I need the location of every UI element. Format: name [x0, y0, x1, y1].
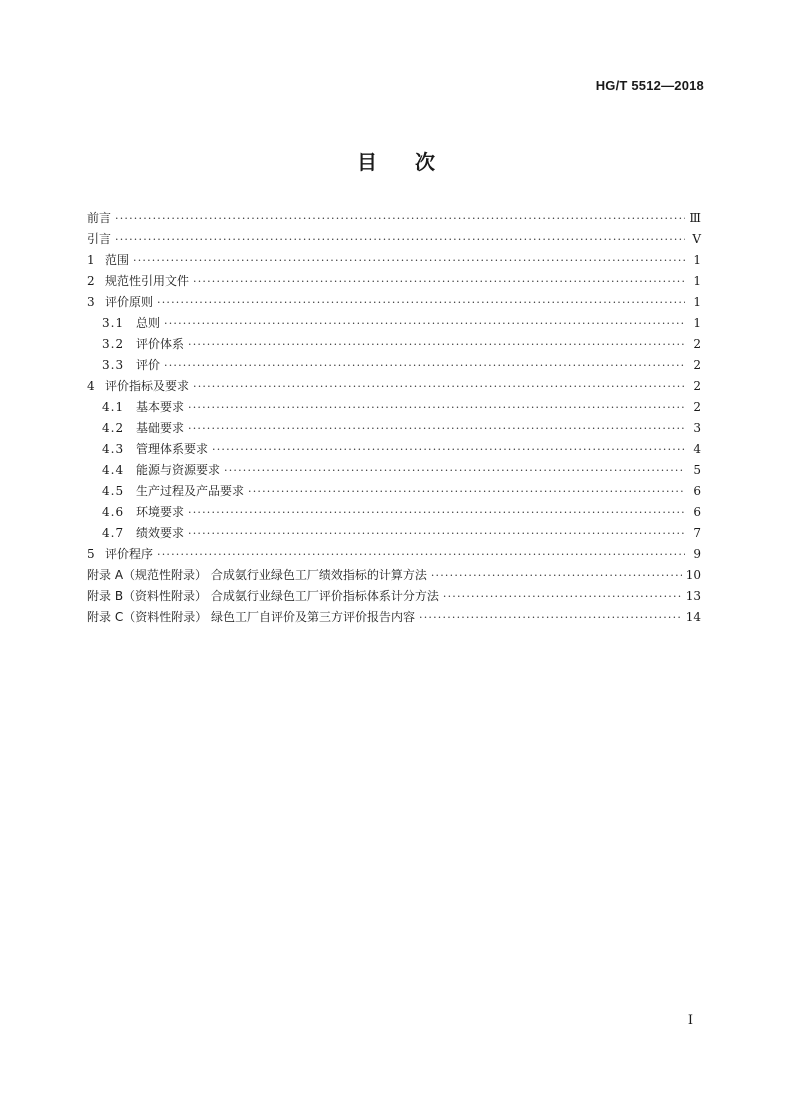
toc-entry-label: 能源与资源要求	[136, 463, 221, 477]
toc-entry-page: 2	[693, 400, 701, 414]
toc-entry-4-4[interactable]	[87, 460, 701, 481]
toc-entry-label: 总则	[136, 316, 161, 330]
toc-entry-label: 评价体系	[136, 337, 185, 351]
toc-entry-label: 附录 C（资料性附录） 绿色工厂自评价及第三方评价报告内容	[87, 610, 416, 624]
toc-entry-label: 环境要求	[136, 505, 185, 519]
toc-entry-number: 4.3	[102, 442, 125, 456]
toc-entry-number: 4.5	[102, 484, 125, 498]
toc-leader-dots	[188, 523, 685, 544]
toc-entry-appendix-c[interactable]	[87, 607, 701, 628]
toc-leader-dots	[193, 271, 685, 292]
toc-entry-label: 绩效要求	[136, 526, 185, 540]
toc-entry-page: 10	[685, 568, 701, 582]
toc-entry-label: 前言	[87, 211, 112, 225]
toc-entry-label: 附录 A（规范性附录） 合成氨行业绿色工厂绩效指标的计算方法	[87, 568, 427, 582]
toc-entry-5[interactable]	[87, 544, 701, 565]
toc-leader-dots	[224, 460, 685, 481]
toc-entry-number: 5	[87, 547, 95, 561]
toc-entry-number: 3.3	[102, 358, 125, 372]
toc-entry-number: 3.1	[102, 316, 125, 330]
toc-leader-dots	[188, 502, 685, 523]
toc-entry-number: 4.7	[102, 526, 125, 540]
toc-leader-dots	[157, 544, 685, 565]
toc-leader-dots	[164, 313, 685, 334]
toc-entry-3-1[interactable]	[87, 313, 701, 334]
toc-entry-number: 4.4	[102, 463, 125, 477]
toc-entry-page: 1	[693, 316, 701, 330]
toc-entry-page: 13	[685, 589, 701, 603]
toc-entry-page: Ⅲ	[689, 211, 701, 225]
toc-leader-dots	[248, 481, 685, 502]
toc-entry-page: 2	[693, 337, 701, 351]
toc-entry-4-1[interactable]	[87, 397, 701, 418]
toc-entry-page: 1	[693, 274, 701, 288]
toc-leader-dots	[431, 565, 682, 586]
toc-entry-page: 4	[693, 442, 701, 456]
toc-entry-label: 范围	[105, 253, 130, 267]
toc-entry-page: 6	[693, 484, 701, 498]
toc-entry-page: 1	[693, 295, 701, 309]
toc-entry-4[interactable]	[87, 376, 701, 397]
toc-entry-label: 引言	[87, 232, 112, 246]
toc-leader-dots	[115, 229, 685, 250]
toc-entry-4-6[interactable]	[87, 502, 701, 523]
toc-entry-foreword[interactable]	[87, 208, 701, 229]
toc-entry-label: 生产过程及产品要求	[136, 484, 245, 498]
toc-entry-2[interactable]	[87, 271, 701, 292]
toc-entry-label: 基础要求	[136, 421, 185, 435]
toc-leader-dots	[164, 355, 685, 376]
toc-leader-dots	[419, 607, 682, 628]
toc-leader-dots	[115, 208, 685, 229]
toc-entry-page: 2	[693, 379, 701, 393]
toc-entry-page: 5	[693, 463, 701, 477]
toc-entry-label: 评价指标及要求	[105, 379, 190, 393]
toc-leader-dots	[443, 586, 682, 607]
toc-leader-dots	[133, 250, 685, 271]
toc-entry-page: 3	[693, 421, 701, 435]
toc-entry-4-2[interactable]	[87, 418, 701, 439]
toc-entry-label: 规范性引用文件	[105, 274, 190, 288]
toc-leader-dots	[188, 334, 685, 355]
toc-entry-3-3[interactable]	[87, 355, 701, 376]
toc-entry-label: 基本要求	[136, 400, 185, 414]
toc-entry-page: Ⅴ	[692, 232, 701, 246]
toc-entry-number: 4.1	[102, 400, 125, 414]
toc-entry-3[interactable]	[87, 292, 701, 313]
toc-entry-number: 4.6	[102, 505, 125, 519]
standard-code: HG/T 5512—2018	[595, 78, 704, 93]
toc-entry-page: 2	[693, 358, 701, 372]
toc-entry-page: 14	[685, 610, 701, 624]
toc-entry-number: 4.2	[102, 421, 125, 435]
toc-leader-dots	[193, 376, 685, 397]
toc-entry-number: 1	[87, 253, 95, 267]
toc-leader-dots	[188, 418, 685, 439]
toc-entry-label: 附录 B（资料性附录） 合成氨行业绿色工厂评价指标体系计分方法	[87, 589, 439, 603]
toc-entry-page: 7	[693, 526, 701, 540]
toc-entry-introduction[interactable]	[87, 229, 701, 250]
table-of-contents	[87, 208, 701, 628]
toc-entry-appendix-b[interactable]	[87, 586, 701, 607]
toc-entry-4-3[interactable]	[87, 439, 701, 460]
toc-entry-appendix-a[interactable]	[87, 565, 701, 586]
toc-leader-dots	[188, 397, 685, 418]
toc-entry-4-7[interactable]	[87, 523, 701, 544]
toc-entry-number: 4	[87, 379, 95, 393]
toc-entry-number: 3.2	[102, 337, 125, 351]
toc-entry-number: 3	[87, 295, 95, 309]
title-char-2: 次	[415, 150, 435, 174]
toc-entry-page: 6	[693, 505, 701, 519]
toc-entry-label: 管理体系要求	[136, 442, 209, 456]
toc-leader-dots	[212, 439, 685, 460]
toc-entry-label: 评价	[136, 358, 161, 372]
toc-entry-page: 9	[693, 547, 701, 561]
toc-entry-label: 评价程序	[105, 547, 154, 561]
toc-entry-4-5[interactable]	[87, 481, 701, 502]
toc-entry-number: 2	[87, 274, 95, 288]
page-title	[0, 146, 792, 175]
title-char-1: 目	[357, 150, 377, 174]
toc-entry-label: 评价原则	[105, 295, 154, 309]
toc-leader-dots	[157, 292, 685, 313]
toc-entry-3-2[interactable]	[87, 334, 701, 355]
toc-entry-1[interactable]	[87, 250, 701, 271]
toc-entry-page: 1	[693, 253, 701, 267]
page-number: Ⅰ	[687, 1013, 693, 1028]
